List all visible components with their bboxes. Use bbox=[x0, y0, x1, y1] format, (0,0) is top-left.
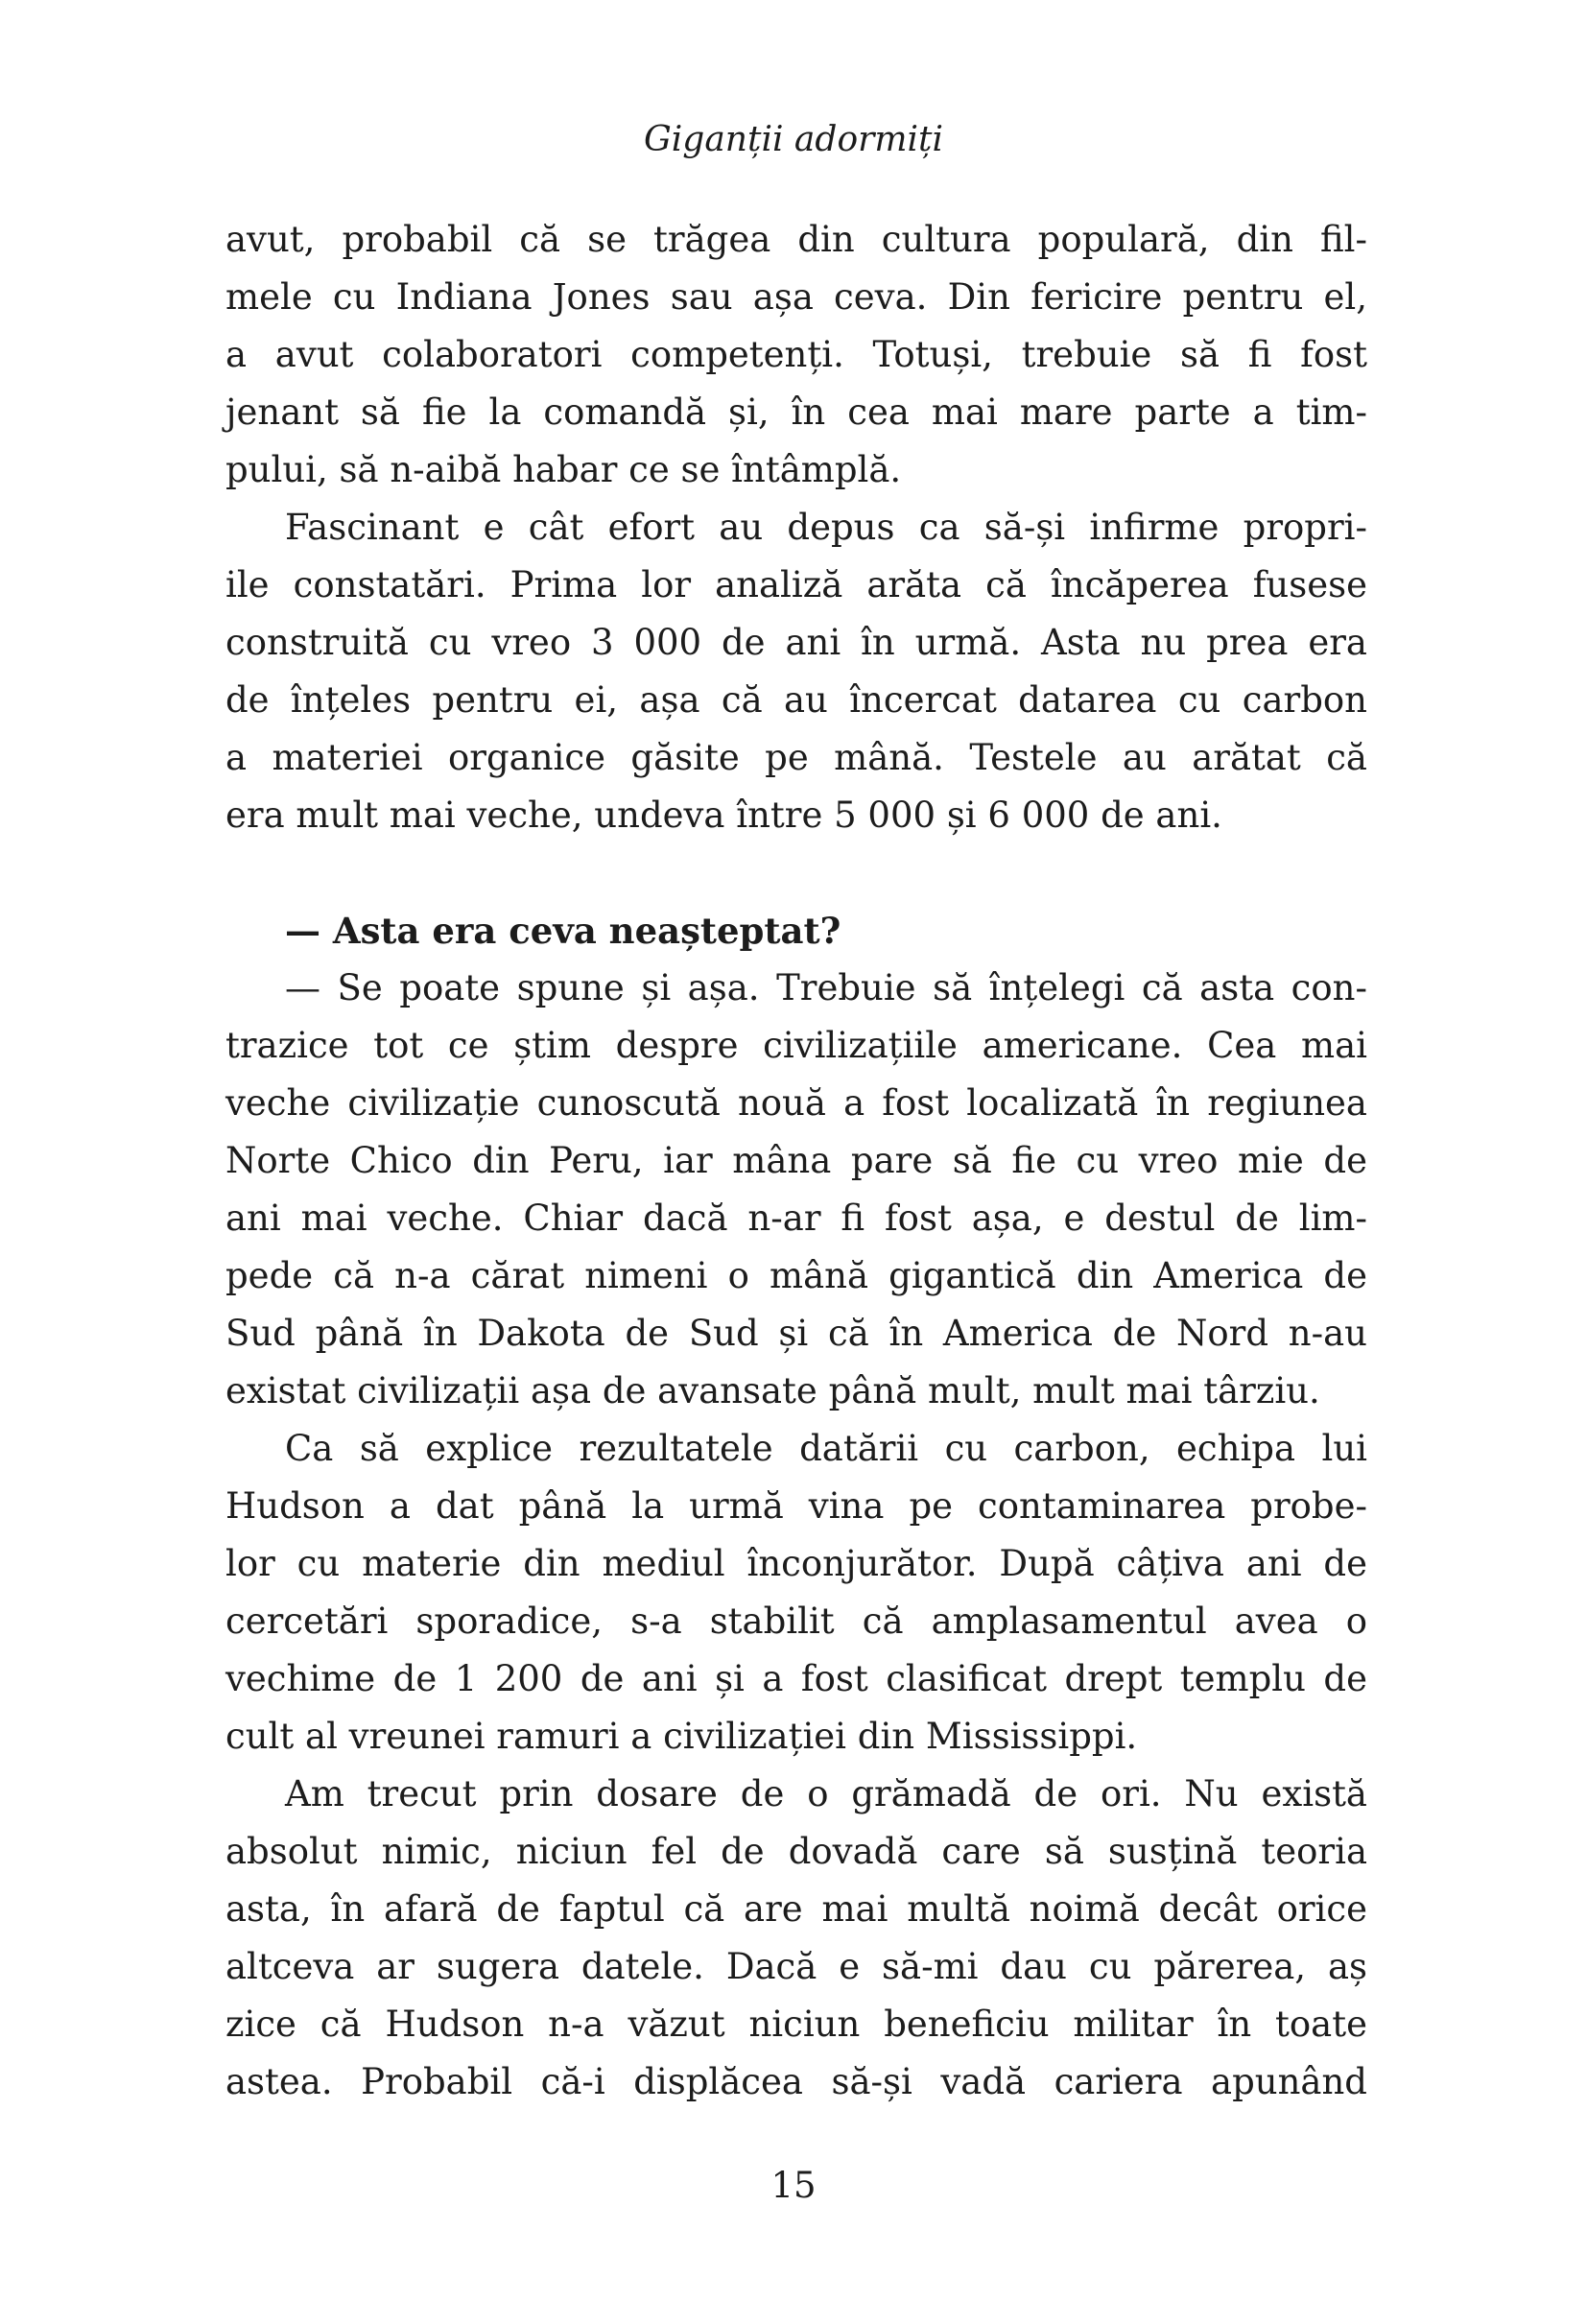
text-line: avut, probabil că se trăgea din cultura populară, din fil- bbox=[225, 219, 1367, 260]
paragraph bbox=[225, 1420, 1367, 1766]
text-line: veche civilizație cunoscută nouă a fost localizată în regiunea bbox=[225, 1082, 1367, 1124]
text-line: vechime de 1 200 de ani și a fost clasificat drept templu de bbox=[225, 1658, 1367, 1699]
text-line: Am trecut prin dosare de o grămadă de ori. Nu există bbox=[285, 1773, 1367, 1814]
paragraph bbox=[225, 902, 1367, 960]
text-line: a avut colaboratori competenți. Totuși, trebuie să fi fost bbox=[225, 334, 1367, 375]
text-line: Ca să explice rezultatele datării cu carbon, echipa lui bbox=[285, 1428, 1367, 1469]
text-line: era mult mai veche, undeva între 5 000 și 6 000 de ani. bbox=[225, 794, 1222, 836]
text-line: Fascinant e cât efort au depus ca să-și infirme propri- bbox=[285, 507, 1367, 548]
paragraph bbox=[225, 960, 1367, 1420]
text-line: — Se poate spune și așa. Trebuie să înțelegi că asta con- bbox=[285, 967, 1367, 1008]
text-line: cercetări sporadice, s-a stabilit că amplasamentul avea o bbox=[225, 1601, 1367, 1642]
paragraph bbox=[225, 1766, 1367, 2111]
dialogue-line-bold: — Asta era ceva neașteptat? bbox=[285, 910, 841, 952]
text-line: construită cu vreo 3 000 de ani în urmă. Asta nu prea era bbox=[225, 622, 1367, 663]
text-line: absolut nimic, niciun fel de dovadă care să susțină teoria bbox=[225, 1831, 1367, 1872]
text-line: altceva ar sugera datele. Dacă e să-mi dau cu părerea, aș bbox=[225, 1946, 1367, 1987]
text-line: Sud până în Dakota de Sud și că în America de Nord n-au bbox=[225, 1313, 1367, 1354]
text-line: de înțeles pentru ei, așa că au încercat datarea cu carbon bbox=[225, 679, 1367, 721]
text-line: astea. Probabil că-i displăcea să-și vadă cariera apunând bbox=[225, 2061, 1367, 2102]
text-line: ile constatări. Prima lor analiză arăta că încăperea fusese bbox=[225, 564, 1367, 605]
running-header: Giganții adormiți bbox=[644, 120, 943, 159]
text-line: asta, în afară de faptul că are mai multă noimă decât orice bbox=[225, 1888, 1367, 1930]
text-line: Hudson a dat până la urmă vina pe contaminarea probe- bbox=[225, 1485, 1367, 1527]
page-body bbox=[225, 211, 1367, 2111]
text-line: lor cu materie din mediul înconjurător. După câțiva ani de bbox=[225, 1543, 1367, 1584]
text-line: Norte Chico din Peru, iar mâna pare să fie cu vreo mie de bbox=[225, 1140, 1367, 1181]
text-line: trazice tot ce știm despre civilizațiile americane. Cea mai bbox=[225, 1025, 1367, 1066]
text-line: zice că Hudson n-a văzut niciun beneficiu militar în toate bbox=[225, 2004, 1367, 2045]
text-line: jenant să fie la comandă și, în cea mai mare parte a tim- bbox=[225, 391, 1367, 433]
text-line: cult al vreunei ramuri a civilizației din Mississippi. bbox=[225, 1716, 1138, 1757]
text-line: ani mai veche. Chiar dacă n-ar fi fost așa, e destul de lim- bbox=[225, 1198, 1367, 1239]
text-line: existat civilizații așa de avansate până mult, mult mai târziu. bbox=[225, 1370, 1320, 1411]
page-number: 15 bbox=[770, 2165, 817, 2206]
text-line: mele cu Indiana Jones sau așa ceva. Din fericire pentru el, bbox=[225, 276, 1367, 318]
text-line: pede că n-a cărat nimeni o mână gigantică din America de bbox=[225, 1255, 1367, 1296]
text-line: pului, să n-aibă habar ce se întâmplă. bbox=[225, 449, 902, 490]
paragraph bbox=[225, 211, 1367, 499]
paragraph bbox=[225, 499, 1367, 844]
text-line: a materiei organice găsite pe mână. Testele au arătat că bbox=[225, 737, 1367, 778]
